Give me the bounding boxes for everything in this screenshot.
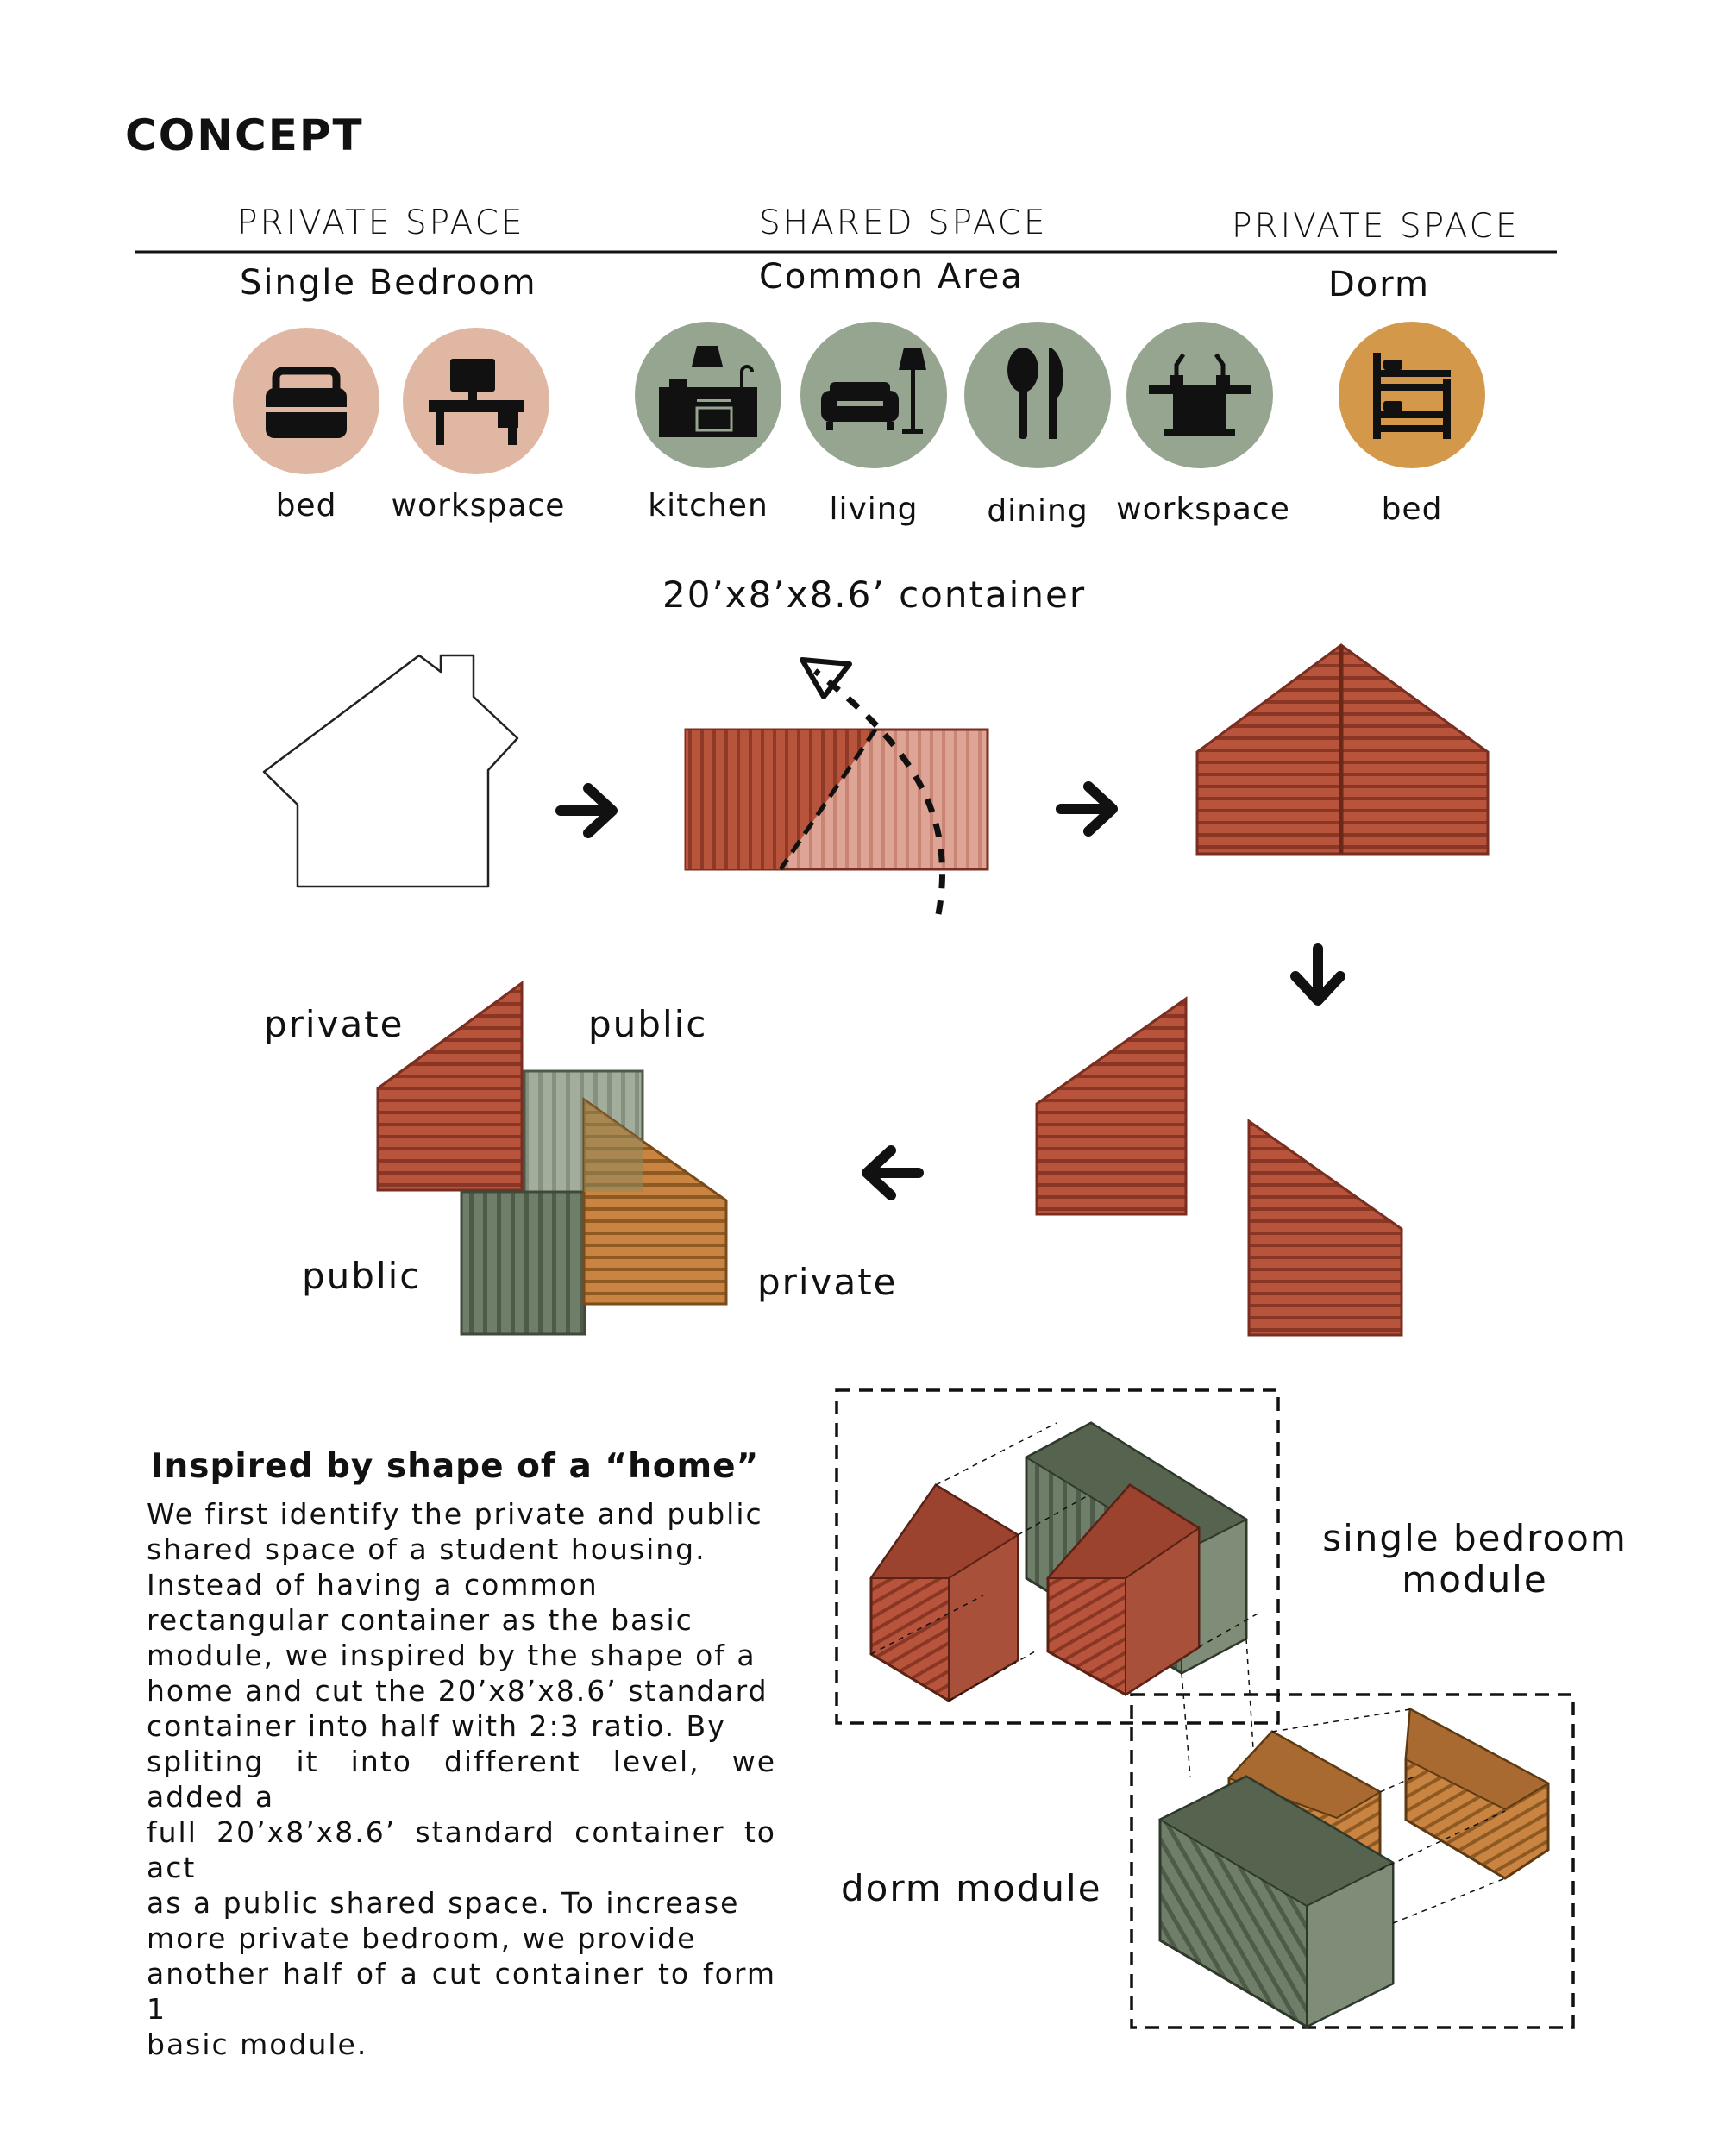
dorm-module-label: dorm module — [841, 1867, 1102, 1909]
kitchen-icon — [635, 322, 781, 468]
description-paragraph — [147, 1496, 776, 2062]
single-bedroom-module-label — [1311, 1518, 1639, 1601]
description-line: as a public shared space. To increase — [147, 1886, 740, 1920]
description-line: home and cut the 20’x8’x8.6’ standard — [147, 1674, 768, 1708]
label-private-top: private — [264, 1003, 405, 1045]
description-line: module, we inspired by the shape of a — [147, 1639, 756, 1672]
description-line: rectangular container as the basic — [147, 1603, 693, 1637]
bunk-bed-icon — [1339, 322, 1485, 468]
description-title: Inspired by shape of a “home” — [151, 1447, 760, 1486]
label-private-bottom: private — [757, 1261, 898, 1303]
container-dimension-label: 20’x8’x8.6’ container — [662, 573, 1087, 616]
icon-label-bed-dorm: bed — [1381, 492, 1443, 527]
desk-computer-icon — [403, 328, 549, 474]
sub-dorm: Dorm — [1328, 265, 1430, 304]
description-line: container into half with 2:3 ratio. By — [147, 1709, 726, 1743]
container-cut — [686, 660, 988, 914]
header-private-space-right: PRIVATE SPACE — [1232, 207, 1520, 246]
header-private-space-left: PRIVATE SPACE — [237, 204, 525, 242]
shared-desk-icon — [1126, 322, 1273, 468]
description-line: basic module. — [147, 2028, 368, 2061]
icon-label-workspace-private: workspace — [391, 488, 566, 523]
icon-label-kitchen: kitchen — [648, 488, 768, 523]
house-outline-shape — [264, 655, 518, 887]
label-public-top: public — [588, 1003, 708, 1045]
single-bedroom-module-label-line2: module — [1402, 1558, 1548, 1601]
arrow-right-1 — [561, 788, 612, 833]
split-half-lower — [1249, 1121, 1402, 1335]
icon-label-living: living — [829, 492, 919, 527]
description-line: full 20’x8’x8.6’ standard container to act — [147, 1815, 776, 1884]
icon-label-dining: dining — [987, 493, 1088, 529]
sub-common-area: Common Area — [759, 257, 1024, 297]
page-title: CONCEPT — [125, 110, 364, 160]
description-line: spliting it into different level, we added a — [147, 1745, 776, 1814]
dorm-module-drawing — [1160, 1709, 1548, 2027]
spoon-knife-icon — [964, 322, 1111, 468]
label-public-bottom: public — [302, 1255, 422, 1297]
split-half-upper — [1037, 999, 1186, 1214]
arrow-right-2 — [1061, 787, 1113, 831]
icon-label-workspace-shared: workspace — [1116, 492, 1290, 527]
house-container — [1197, 645, 1488, 854]
sub-single-bedroom: Single Bedroom — [240, 263, 537, 303]
description-line: more private bedroom, we provide — [147, 1921, 697, 1955]
arrow-down — [1295, 949, 1340, 1000]
arrow-left — [867, 1150, 919, 1195]
description-line: Instead of having a common — [147, 1568, 599, 1601]
description-line: We first identify the private and public — [147, 1497, 763, 1531]
single-bed-icon — [233, 328, 380, 474]
icon-label-bed-private: bed — [275, 488, 337, 523]
header-shared-space: SHARED SPACE — [759, 204, 1048, 242]
description-line: shared space of a student housing. — [147, 1532, 706, 1566]
description-line: another half of a cut container to form 1 — [147, 1957, 776, 2026]
single-bedroom-module-label-line1: single bedroom — [1322, 1517, 1628, 1559]
sofa-lamp-icon — [800, 322, 947, 468]
